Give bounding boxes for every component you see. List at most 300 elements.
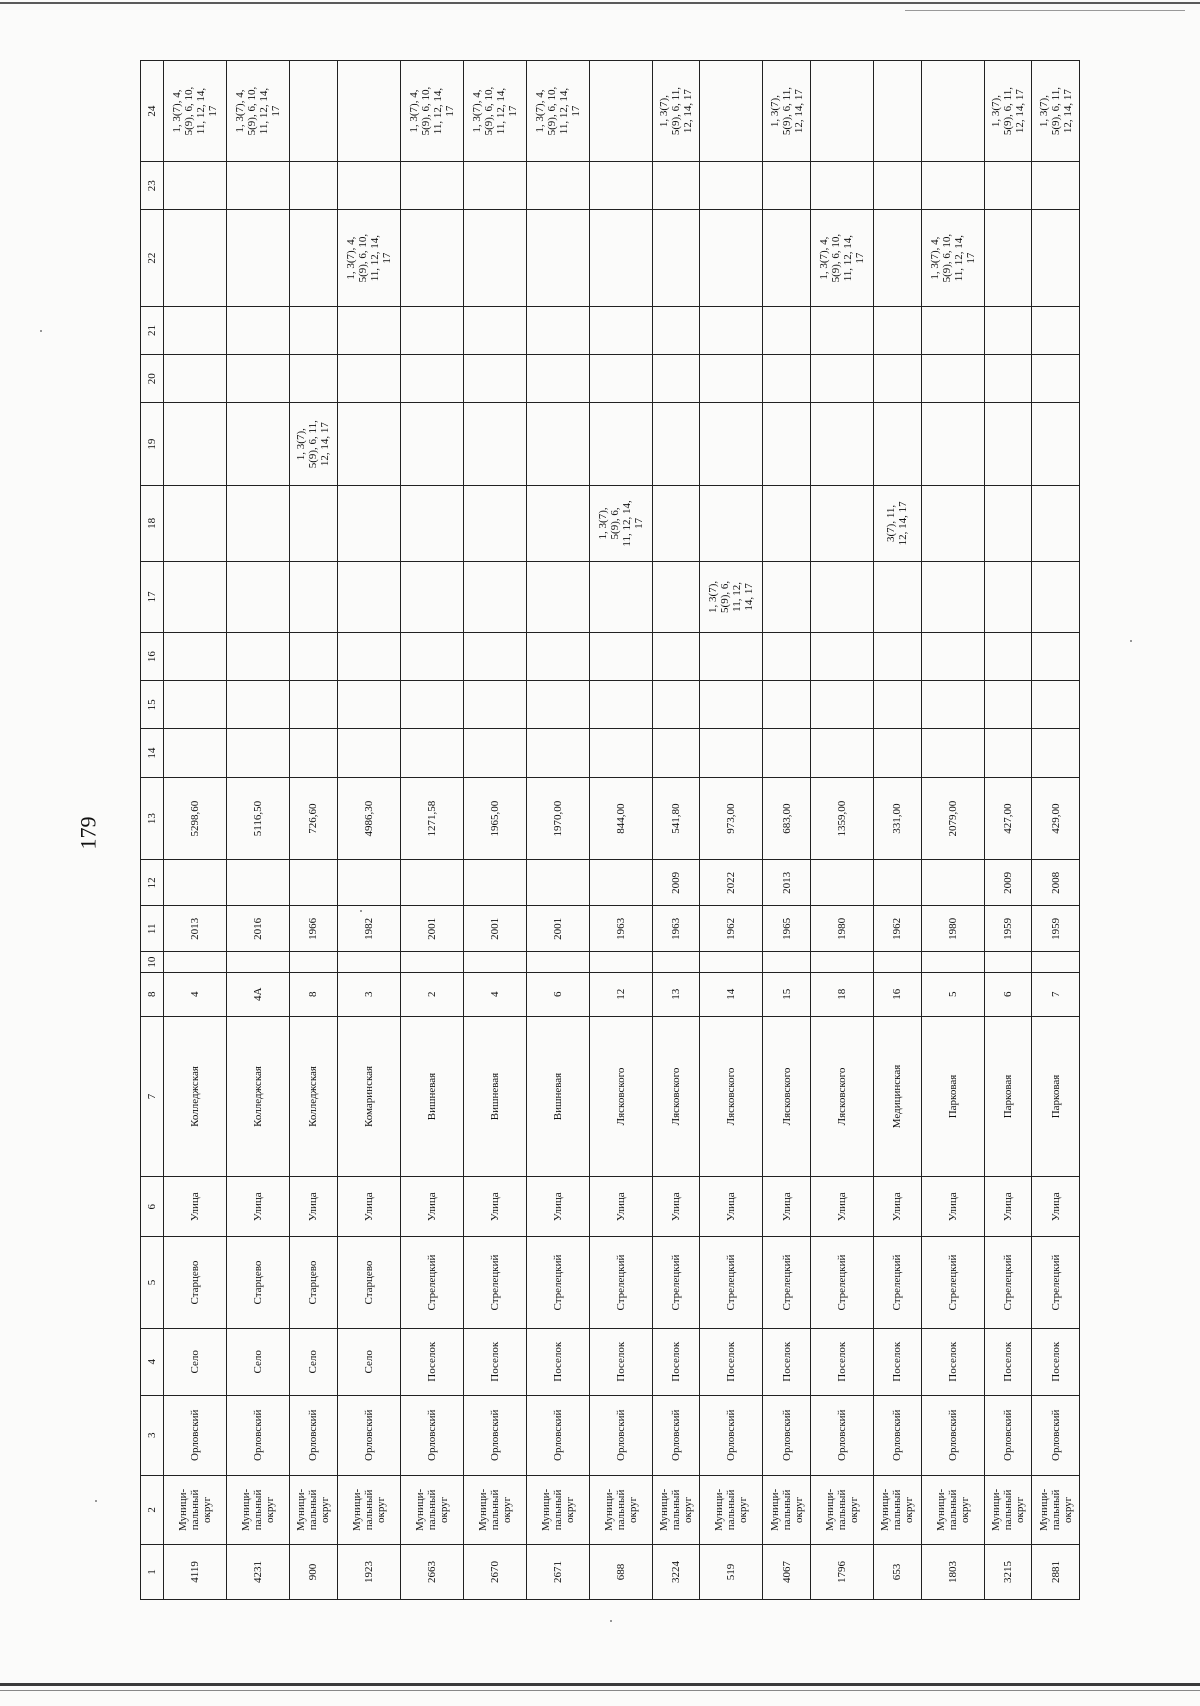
table-cell-col-4: Поселок — [1032, 1328, 1080, 1395]
table-cell-col-17 — [400, 561, 463, 632]
table-cell-col-18 — [700, 486, 763, 562]
table-cell-col-24 — [337, 61, 400, 162]
table-cell-col-1: 3224 — [652, 1544, 700, 1599]
table-cell-col-20 — [874, 355, 922, 403]
column-number-12: 12 — [141, 860, 164, 906]
column-number-18: 18 — [141, 486, 164, 562]
table-cell-col-4: Поселок — [811, 1328, 874, 1395]
table-cell-col-17 — [337, 561, 400, 632]
table-cell-col-5: Стрелецкий — [526, 1237, 589, 1329]
table-cell-col-6: Улица — [874, 1177, 922, 1237]
table-cell-col-15 — [652, 681, 700, 729]
column-number-20: 20 — [141, 355, 164, 403]
table-cell-col-8: 5 — [921, 972, 984, 1016]
scan-speck — [610, 1620, 612, 1622]
table-cell-col-2: Муници- пальный округ — [811, 1475, 874, 1544]
table-cell-col-23 — [589, 162, 652, 210]
table-cell-col-5: Стрелецкий — [652, 1237, 700, 1329]
table-cell-col-7: Парковая — [984, 1016, 1032, 1177]
table-cell-col-16 — [984, 633, 1032, 681]
table-cell-col-6: Улица — [526, 1177, 589, 1237]
table-cell-col-13: 844,00 — [589, 777, 652, 860]
table-cell-col-4: Село — [227, 1328, 290, 1395]
table-cell-col-20 — [400, 355, 463, 403]
table-cell-col-8: 3 — [337, 972, 400, 1016]
scan-edge-bottom-thin — [0, 1690, 1200, 1691]
table-cell-col-16 — [811, 633, 874, 681]
column-number-6: 6 — [141, 1177, 164, 1237]
table-cell-col-14 — [290, 729, 338, 777]
column-number-2: 2 — [141, 1475, 164, 1544]
column-number-10: 10 — [141, 952, 164, 973]
table-cell-col-10 — [290, 952, 338, 973]
table-cell-col-21 — [984, 306, 1032, 354]
table-cell-col-20 — [984, 355, 1032, 403]
table-cell-col-8: 14 — [700, 972, 763, 1016]
table-cell-col-8: 6 — [984, 972, 1032, 1016]
table-cell-col-17 — [589, 561, 652, 632]
table-cell-col-11: 1959 — [1032, 906, 1080, 952]
table-cell-col-13: 726,60 — [290, 777, 338, 860]
table-cell-col-23 — [526, 162, 589, 210]
table-cell-col-11: 2013 — [164, 906, 227, 952]
table-cell-col-19 — [526, 403, 589, 486]
table-cell-col-20 — [526, 355, 589, 403]
table-cell-col-16 — [227, 633, 290, 681]
table-cell-col-2: Муници- пальный округ — [874, 1475, 922, 1544]
table-cell-col-3: Орловский — [290, 1395, 338, 1475]
table-cell-col-10 — [337, 952, 400, 973]
table-cell-col-18: 1, 3(7), 5(9), 6, 11, 12, 14, 17 — [589, 486, 652, 562]
table-cell-col-15 — [700, 681, 763, 729]
table-cell-col-19 — [763, 403, 811, 486]
table-cell-col-14 — [921, 729, 984, 777]
table-cell-col-17: 1, 3(7), 5(9), 6, 11, 12, 14, 17 — [700, 561, 763, 632]
table-cell-col-15 — [227, 681, 290, 729]
table-cell-col-14 — [811, 729, 874, 777]
table-cell-col-17 — [463, 561, 526, 632]
table-cell-col-17 — [921, 561, 984, 632]
table-cell-col-5: Старцево — [290, 1237, 338, 1329]
table-cell-col-13: 973,00 — [700, 777, 763, 860]
table-cell-col-13: 331,00 — [874, 777, 922, 860]
table-cell-col-20 — [652, 355, 700, 403]
table-cell-col-24: 1, 3(7), 4, 5(9), 6, 10, 11, 12, 14, 17 — [164, 61, 227, 162]
column-number-5: 5 — [141, 1237, 164, 1329]
column-number-7: 7 — [141, 1016, 164, 1177]
table-cell-col-17 — [227, 561, 290, 632]
table-cell-col-17 — [984, 561, 1032, 632]
table-cell-col-2: Муници- пальный округ — [652, 1475, 700, 1544]
table-cell-col-13: 1970,00 — [526, 777, 589, 860]
table-row — [227, 61, 290, 1600]
table-cell-col-19 — [589, 403, 652, 486]
table-cell-col-15 — [400, 681, 463, 729]
table-cell-col-11: 1966 — [290, 906, 338, 952]
table-cell-col-8: 8 — [290, 972, 338, 1016]
table-cell-col-5: Стрелецкий — [874, 1237, 922, 1329]
table-cell-col-16 — [652, 633, 700, 681]
table-cell-col-7: Парковая — [1032, 1016, 1080, 1177]
column-number-19: 19 — [141, 403, 164, 486]
table-cell-col-22 — [763, 210, 811, 306]
table-cell-col-2: Муници- пальный округ — [589, 1475, 652, 1544]
table-cell-col-20 — [463, 355, 526, 403]
table-cell-col-16 — [463, 633, 526, 681]
table-cell-col-12 — [526, 860, 589, 906]
table-cell-col-15 — [921, 681, 984, 729]
table-cell-col-8: 4 — [463, 972, 526, 1016]
table-cell-col-11: 1982 — [337, 906, 400, 952]
table-cell-col-18 — [763, 486, 811, 562]
table-cell-col-19 — [811, 403, 874, 486]
table-cell-col-20 — [337, 355, 400, 403]
table-cell-col-7: Лясковского — [763, 1016, 811, 1177]
table-cell-col-12: 2008 — [1032, 860, 1080, 906]
table-cell-col-11: 1965 — [763, 906, 811, 952]
table-cell-col-3: Орловский — [984, 1395, 1032, 1475]
table-cell-col-6: Улица — [811, 1177, 874, 1237]
table-cell-col-10 — [921, 952, 984, 973]
table-cell-col-22 — [1032, 210, 1080, 306]
table-cell-col-17 — [164, 561, 227, 632]
table-cell-col-20 — [811, 355, 874, 403]
table-cell-col-10 — [700, 952, 763, 973]
table-cell-col-8: 16 — [874, 972, 922, 1016]
table-cell-col-21 — [337, 306, 400, 354]
table-cell-col-12 — [290, 860, 338, 906]
table-row — [164, 61, 227, 1600]
table-cell-col-5: Стрелецкий — [763, 1237, 811, 1329]
table-cell-col-24: 1, 3(7), 5(9), 6, 11, 12, 14, 17 — [652, 61, 700, 162]
table-cell-col-2: Муници- пальный округ — [400, 1475, 463, 1544]
table-cell-col-21 — [526, 306, 589, 354]
table-cell-col-20 — [700, 355, 763, 403]
table-cell-col-21 — [463, 306, 526, 354]
table-cell-col-12 — [589, 860, 652, 906]
table-cell-col-3: Орловский — [526, 1395, 589, 1475]
table-cell-col-15 — [811, 681, 874, 729]
table-cell-col-12 — [227, 860, 290, 906]
table-row — [589, 61, 652, 1600]
table-cell-col-16 — [526, 633, 589, 681]
table-cell-col-15 — [526, 681, 589, 729]
table-row — [921, 61, 984, 1600]
table-cell-col-18 — [290, 486, 338, 562]
table-cell-col-7: Лясковского — [700, 1016, 763, 1177]
table-cell-col-16 — [763, 633, 811, 681]
table-cell-col-8: 7 — [1032, 972, 1080, 1016]
table-row — [526, 61, 589, 1600]
table-cell-col-16 — [290, 633, 338, 681]
table-cell-col-1: 519 — [700, 1544, 763, 1599]
table-cell-col-21 — [811, 306, 874, 354]
table-cell-col-16 — [921, 633, 984, 681]
rotated-table-wrapper — [140, 60, 1080, 1600]
table-cell-col-17 — [526, 561, 589, 632]
table-cell-col-19 — [700, 403, 763, 486]
table-cell-col-23 — [463, 162, 526, 210]
table-cell-col-5: Стрелецкий — [400, 1237, 463, 1329]
table-cell-col-3: Орловский — [164, 1395, 227, 1475]
table-cell-col-7: Вишневая — [463, 1016, 526, 1177]
table-row — [984, 61, 1032, 1600]
table-cell-col-4: Поселок — [463, 1328, 526, 1395]
table-cell-col-15 — [1032, 681, 1080, 729]
table-cell-col-11: 2001 — [463, 906, 526, 952]
table-cell-col-11: 1959 — [984, 906, 1032, 952]
table-cell-col-15 — [874, 681, 922, 729]
table-cell-col-22 — [400, 210, 463, 306]
table-cell-col-8: 2 — [400, 972, 463, 1016]
table-cell-col-2: Муници- пальный округ — [463, 1475, 526, 1544]
table-cell-col-11: 1962 — [874, 906, 922, 952]
table-cell-col-10 — [589, 952, 652, 973]
table-cell-col-18: 3(7), 11, 12, 14, 17 — [874, 486, 922, 562]
column-number-11: 11 — [141, 906, 164, 952]
table-cell-col-5: Стрелецкий — [589, 1237, 652, 1329]
table-cell-col-6: Улица — [921, 1177, 984, 1237]
table-cell-col-16 — [1032, 633, 1080, 681]
table-cell-col-24: 1, 3(7), 5(9), 6, 11, 12, 14, 17 — [1032, 61, 1080, 162]
table-cell-col-24: 1, 3(7), 4, 5(9), 6, 10, 11, 12, 14, 17 — [227, 61, 290, 162]
table-cell-col-16 — [164, 633, 227, 681]
table-cell-col-6: Улица — [652, 1177, 700, 1237]
table-cell-col-7: Лясковского — [652, 1016, 700, 1177]
table-cell-col-10 — [164, 952, 227, 973]
column-number-4: 4 — [141, 1328, 164, 1395]
table-cell-col-22 — [874, 210, 922, 306]
table-cell-col-4: Поселок — [589, 1328, 652, 1395]
table-cell-col-3: Орловский — [700, 1395, 763, 1475]
table-cell-col-23 — [1032, 162, 1080, 210]
table-cell-col-17 — [290, 561, 338, 632]
table-cell-col-21 — [1032, 306, 1080, 354]
scan-edge-top — [0, 2, 1200, 4]
column-number-17: 17 — [141, 561, 164, 632]
table-cell-col-16 — [700, 633, 763, 681]
table-cell-col-5: Старцево — [227, 1237, 290, 1329]
table-cell-col-11: 1980 — [811, 906, 874, 952]
table-cell-col-2: Муници- пальный округ — [921, 1475, 984, 1544]
table-cell-col-12: 2022 — [700, 860, 763, 906]
table-cell-col-22 — [526, 210, 589, 306]
table-cell-col-11: 2001 — [400, 906, 463, 952]
table-cell-col-19 — [337, 403, 400, 486]
scan-edge-bottom — [0, 1683, 1200, 1686]
table-cell-col-11: 1963 — [589, 906, 652, 952]
table-cell-col-15 — [463, 681, 526, 729]
table-cell-col-10 — [811, 952, 874, 973]
table-cell-col-4: Поселок — [700, 1328, 763, 1395]
table-cell-col-15 — [763, 681, 811, 729]
table-cell-col-14 — [984, 729, 1032, 777]
table-cell-col-18 — [984, 486, 1032, 562]
table-cell-col-20 — [290, 355, 338, 403]
table-cell-col-10 — [984, 952, 1032, 973]
table-cell-col-24 — [700, 61, 763, 162]
column-number-22: 22 — [141, 210, 164, 306]
table-cell-col-23 — [227, 162, 290, 210]
table-cell-col-2: Муници- пальный округ — [1032, 1475, 1080, 1544]
table-cell-col-3: Орловский — [874, 1395, 922, 1475]
table-cell-col-23 — [921, 162, 984, 210]
table-cell-col-17 — [1032, 561, 1080, 632]
table-cell-col-1: 2671 — [526, 1544, 589, 1599]
table-cell-col-14 — [589, 729, 652, 777]
table-cell-col-18 — [811, 486, 874, 562]
table-cell-col-13: 1271,58 — [400, 777, 463, 860]
table-cell-col-3: Орловский — [652, 1395, 700, 1475]
table-cell-col-1: 2670 — [463, 1544, 526, 1599]
table-cell-col-22 — [463, 210, 526, 306]
table-cell-col-2: Муници- пальный округ — [290, 1475, 338, 1544]
table-cell-col-22 — [290, 210, 338, 306]
table-cell-col-22 — [164, 210, 227, 306]
table-cell-col-1: 1923 — [337, 1544, 400, 1599]
table-cell-col-18 — [164, 486, 227, 562]
table-cell-col-3: Орловский — [337, 1395, 400, 1475]
table-cell-col-5: Стрелецкий — [984, 1237, 1032, 1329]
table-cell-col-21 — [400, 306, 463, 354]
table-cell-col-24 — [874, 61, 922, 162]
table-cell-col-23 — [400, 162, 463, 210]
table-cell-col-3: Орловский — [1032, 1395, 1080, 1475]
table-cell-col-12 — [921, 860, 984, 906]
table-cell-col-14 — [400, 729, 463, 777]
table-cell-col-24: 1, 3(7), 4, 5(9), 6, 10, 11, 12, 14, 17 — [463, 61, 526, 162]
column-number-13: 13 — [141, 777, 164, 860]
table-cell-col-5: Стрелецкий — [1032, 1237, 1080, 1329]
table-cell-col-8: 18 — [811, 972, 874, 1016]
table-cell-col-15 — [337, 681, 400, 729]
table-cell-col-14 — [164, 729, 227, 777]
table-row — [652, 61, 700, 1600]
table-cell-col-5: Стрелецкий — [463, 1237, 526, 1329]
table-cell-col-22 — [227, 210, 290, 306]
table-cell-col-1: 4067 — [763, 1544, 811, 1599]
table-row — [1032, 61, 1080, 1600]
table-cell-col-4: Поселок — [652, 1328, 700, 1395]
table-cell-col-1: 2881 — [1032, 1544, 1080, 1599]
table-cell-col-15 — [164, 681, 227, 729]
table-cell-col-24: 1, 3(7), 4, 5(9), 6, 10, 11, 12, 14, 17 — [400, 61, 463, 162]
table-cell-col-13: 1359,00 — [811, 777, 874, 860]
table-cell-col-2: Муници- пальный округ — [526, 1475, 589, 1544]
table-cell-col-4: Поселок — [763, 1328, 811, 1395]
table-cell-col-13: 5298,60 — [164, 777, 227, 860]
table-cell-col-13: 429,00 — [1032, 777, 1080, 860]
table-cell-col-13: 4986,30 — [337, 777, 400, 860]
table-cell-col-6: Улица — [400, 1177, 463, 1237]
scan-speck — [1130, 640, 1132, 642]
table-cell-col-8: 4 — [164, 972, 227, 1016]
table-cell-col-12 — [811, 860, 874, 906]
table-cell-col-5: Стрелецкий — [700, 1237, 763, 1329]
table-cell-col-23 — [763, 162, 811, 210]
scan-speck — [95, 1500, 97, 1502]
table-cell-col-20 — [164, 355, 227, 403]
table-cell-col-19 — [400, 403, 463, 486]
table-cell-col-1: 1796 — [811, 1544, 874, 1599]
table-cell-col-7: Комаринская — [337, 1016, 400, 1177]
table-cell-col-19: 1, 3(7), 5(9), 6, 11, 12, 14, 17 — [290, 403, 338, 486]
table-cell-col-8: 4А — [227, 972, 290, 1016]
table-cell-col-4: Поселок — [526, 1328, 589, 1395]
table-cell-col-20 — [227, 355, 290, 403]
table-cell-col-14 — [337, 729, 400, 777]
table-cell-col-6: Улица — [763, 1177, 811, 1237]
table-cell-col-2: Муници- пальный округ — [227, 1475, 290, 1544]
table-cell-col-19 — [164, 403, 227, 486]
table-cell-col-24 — [811, 61, 874, 162]
table-cell-col-24: 1, 3(7), 5(9), 6, 11, 12, 14, 17 — [984, 61, 1032, 162]
table-cell-col-13: 541,80 — [652, 777, 700, 860]
table-cell-col-11: 1980 — [921, 906, 984, 952]
table-cell-col-2: Муници- пальный округ — [984, 1475, 1032, 1544]
table-cell-col-2: Муници- пальный округ — [164, 1475, 227, 1544]
table-cell-col-8: 6 — [526, 972, 589, 1016]
table-cell-col-17 — [811, 561, 874, 632]
table-cell-col-3: Орловский — [763, 1395, 811, 1475]
table-cell-col-3: Орловский — [589, 1395, 652, 1475]
table-cell-col-14 — [700, 729, 763, 777]
table-cell-col-6: Улица — [700, 1177, 763, 1237]
table-cell-col-16 — [874, 633, 922, 681]
table-cell-col-24: 1, 3(7), 4, 5(9), 6, 10, 11, 12, 14, 17 — [526, 61, 589, 162]
table-cell-col-13: 427,00 — [984, 777, 1032, 860]
table-row — [337, 61, 400, 1600]
table-cell-col-1: 3215 — [984, 1544, 1032, 1599]
table-cell-col-12 — [874, 860, 922, 906]
table-cell-col-22 — [700, 210, 763, 306]
table-cell-col-1: 653 — [874, 1544, 922, 1599]
table-cell-col-17 — [763, 561, 811, 632]
table-cell-col-19 — [1032, 403, 1080, 486]
table-cell-col-1: 4231 — [227, 1544, 290, 1599]
table-cell-col-19 — [874, 403, 922, 486]
table-cell-col-21 — [874, 306, 922, 354]
table-cell-col-3: Орловский — [400, 1395, 463, 1475]
table-cell-col-20 — [1032, 355, 1080, 403]
table-cell-col-14 — [763, 729, 811, 777]
table-row — [400, 61, 463, 1600]
table-cell-col-3: Орловский — [463, 1395, 526, 1475]
table-cell-col-8: 12 — [589, 972, 652, 1016]
column-number-23: 23 — [141, 162, 164, 210]
table-cell-col-22 — [589, 210, 652, 306]
table-cell-col-13: 2079,00 — [921, 777, 984, 860]
table-cell-col-4: Поселок — [874, 1328, 922, 1395]
table-cell-col-10 — [227, 952, 290, 973]
table-cell-col-21 — [763, 306, 811, 354]
table-cell-col-19 — [921, 403, 984, 486]
table-cell-col-10 — [652, 952, 700, 973]
table-cell-col-10 — [1032, 952, 1080, 973]
table-cell-col-4: Село — [337, 1328, 400, 1395]
table-cell-col-22: 1, 3(7), 4, 5(9), 6, 10, 11, 12, 14, 17 — [337, 210, 400, 306]
table-cell-col-21 — [589, 306, 652, 354]
table-cell-col-14 — [1032, 729, 1080, 777]
table-cell-col-19 — [463, 403, 526, 486]
table-cell-col-18 — [921, 486, 984, 562]
table-cell-col-7: Лясковского — [589, 1016, 652, 1177]
table-cell-col-12 — [164, 860, 227, 906]
table-cell-col-16 — [400, 633, 463, 681]
scan-speck — [40, 330, 42, 332]
table-cell-col-6: Улица — [227, 1177, 290, 1237]
table-cell-col-12: 2009 — [652, 860, 700, 906]
